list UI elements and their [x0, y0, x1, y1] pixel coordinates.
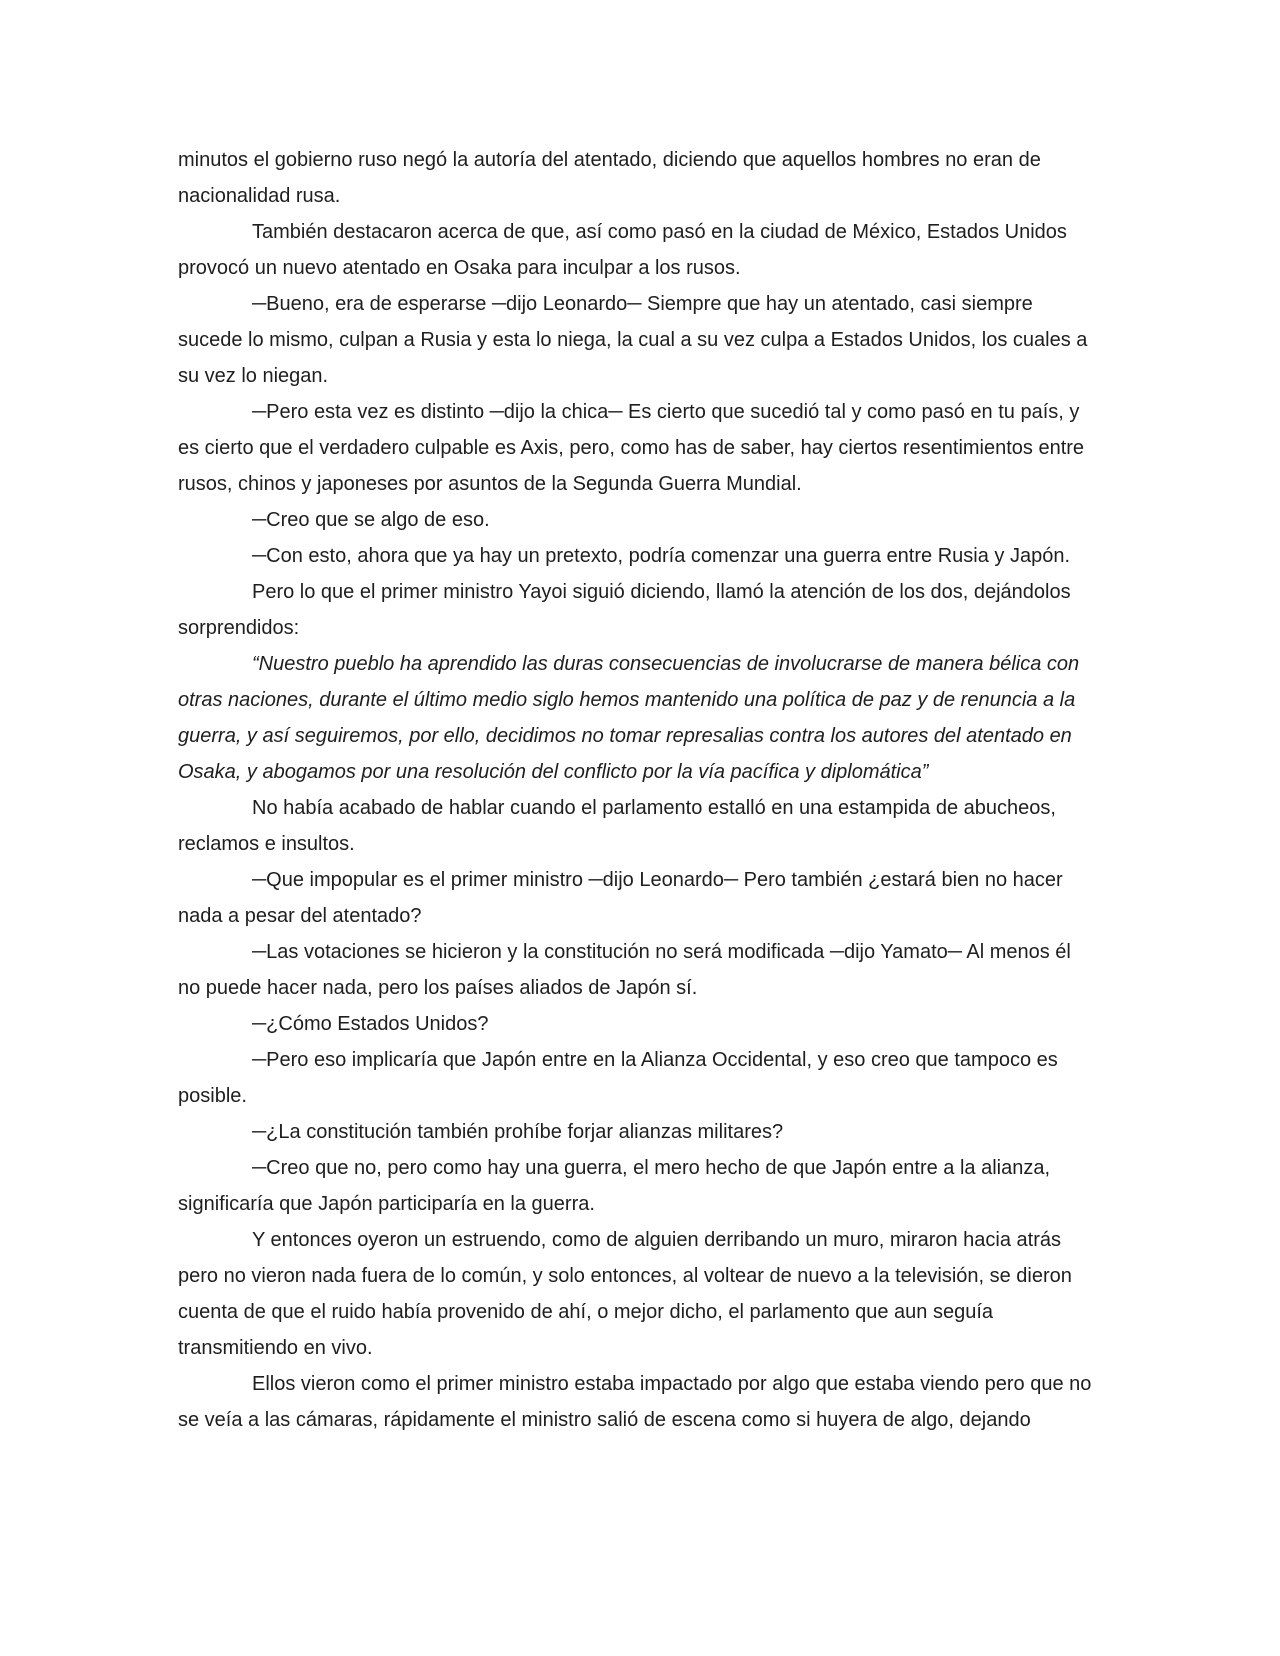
paragraph: minutos el gobierno ruso negó la autoría del atentado, diciendo que aquellos hombres no eran de nacionalidad rusa.	[178, 149, 1041, 207]
paragraph: ─¿Cómo Estados Unidos?	[252, 1013, 489, 1035]
paragraph: ─Que impopular es el primer ministro ─dijo Leonardo─ Pero también ¿estará bien no hacer nada a pesar del atentado?	[178, 869, 1063, 927]
paragraph: ─Creo que se algo de eso.	[252, 509, 490, 531]
paragraph: ─Creo que no, pero como hay una guerra, el mero hecho de que Japón entre a la alianza, significaría que Japón participaría en la guerra.	[178, 1157, 1051, 1215]
paragraph: ─Pero esta vez es distinto ─dijo la chica─ Es cierto que sucedió tal y como pasó en tu país, y es cierto que el verdadero culpable es Axis, pero, como has de saber, hay ciertos resentimientos entre rusos, chinos y japoneses por asuntos de la Segunda Guerra Mundial.	[178, 401, 1085, 495]
paragraph: Y entonces oyeron un estruendo, como de alguien derribando un muro, miraron hacia atrás pero no vieron nada fuera de lo común, y solo entonces, al voltear de nuevo a la televisión, se dieron cuenta de que el ruido había provenido de ahí, o mejor dicho, el parlamento que aun seguía transmitiendo en vivo.	[178, 1229, 1072, 1359]
paragraph: ─Pero eso implicaría que Japón entre en la Alianza Occidental, y eso creo que tampoco es posible.	[178, 1049, 1058, 1107]
paragraph: ─Bueno, era de esperarse ─dijo Leonardo─ Siempre que hay un atentado, casi siempre sucede lo mismo, culpan a Rusia y esta lo niega, la cual a su vez culpa a Estados Unidos, los cuales a su vez lo niegan.	[178, 293, 1088, 387]
paragraph: También destacaron acerca de que, así como pasó en la ciudad de México, Estados Unidos provocó un nuevo atentado en Osaka para inculpar a los rusos.	[178, 221, 1067, 279]
quoted-speech-paragraph: “Nuestro pueblo ha aprendido las duras consecuencias de involucrarse de manera bélica con otras naciones, durante el último medio siglo hemos mantenido una política de paz y de renuncia a la guerra, y así seguiremos, por ello, decidimos no tomar represalias contra los autores del atentado en Osaka, y abogamos por una resolución del conflicto por la vía pacífica y diplomática”	[178, 653, 1080, 783]
body-text	[178, 142, 1098, 1438]
paragraph: Pero lo que el primer ministro Yayoi siguió diciendo, llamó la atención de los dos, dejándolos sorprendidos:	[178, 581, 1071, 639]
paragraph: Ellos vieron como el primer ministro estaba impactado por algo que estaba viendo pero que no se veía a las cámaras, rápidamente el ministro salió de escena como si huyera de algo, dejando	[178, 1373, 1092, 1431]
paragraph: ─¿La constitución también prohíbe forjar alianzas militares?	[252, 1121, 784, 1143]
paragraph: No había acabado de hablar cuando el parlamento estalló en una estampida de abucheos, reclamos e insultos.	[178, 797, 1056, 855]
paragraph: ─Las votaciones se hicieron y la constitución no será modificada ─dijo Yamato─ Al menos él no puede hacer nada, pero los países aliados de Japón sí.	[178, 941, 1071, 999]
paragraph: ─Con esto, ahora que ya hay un pretexto, podría comenzar una guerra entre Rusia y Japón.	[252, 545, 1070, 567]
